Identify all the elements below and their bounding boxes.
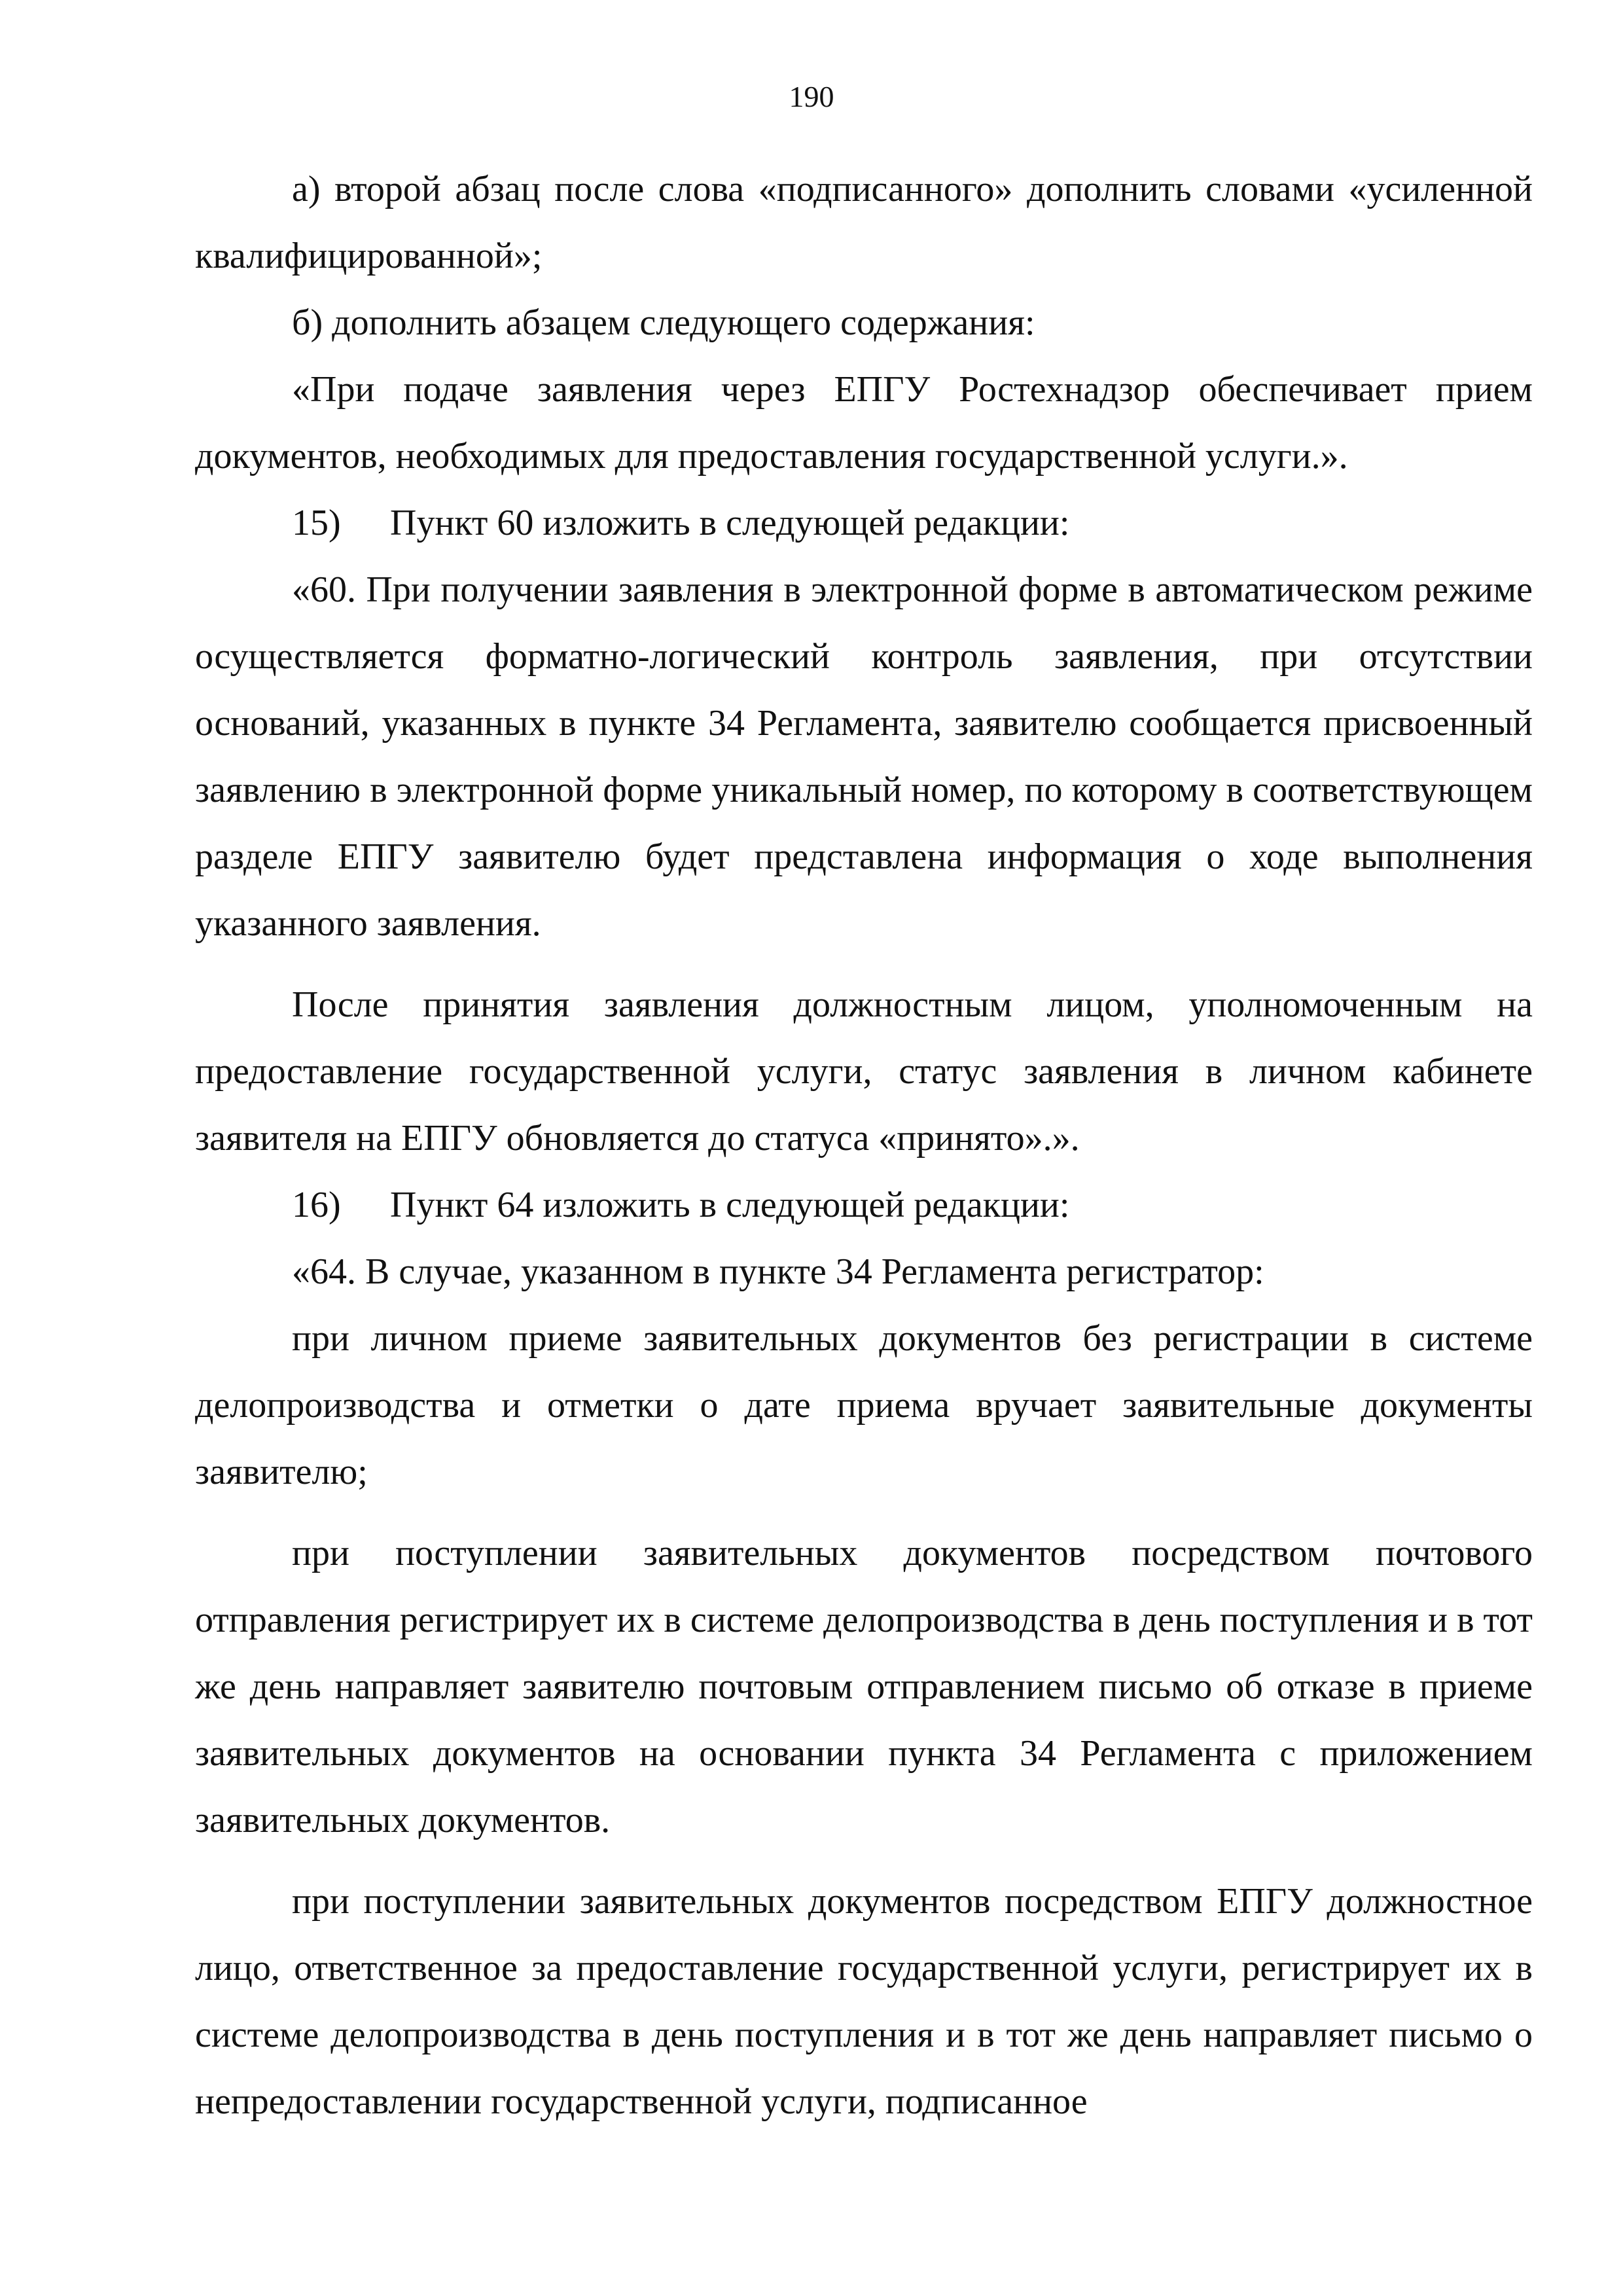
paragraph-postal-delivery: при поступлении заявительных документов посредством почтового отправления регистрирует их в системе делопроизводства в день поступления и в тот же день направляет заявителю почтовым отправлением письмо об отказе в приеме заявительных документов на основании пункта 34 Регламента с приложением заявительных документов. (195, 1533, 1533, 1840)
paragraph-epgu-delivery: при поступлении заявительных документов посредством ЕПГУ должностное лицо, ответственное за предоставление государственной услуги, регистрирует их в системе делопроизводства в день поступления и в тот же день направляет письмо о непредоставлении государственной услуги, подписанное (195, 1881, 1533, 2122)
item-text-16: Пункт 64 изложить в следующей редакции: (390, 1185, 1070, 1225)
paragraph-quoted-epgu-intake: «При подаче заявления через ЕПГУ Ростехнадзор обеспечивает прием документов, необходимых для предоставления государственной услуги.». (195, 369, 1533, 476)
item-text-15: Пункт 60 изложить в следующей редакции: (390, 503, 1070, 543)
paragraph-amendment-b: б) дополнить абзацем следующего содержания: (292, 302, 1035, 343)
paragraph-point-64: «64. В случае, указанном в пункте 34 Регламента регистратор: (292, 1251, 1264, 1292)
paragraph-point-60: «60. При получении заявления в электронной форме в автоматическом режиме осуществляется форматно-логический контроль заявления, при отсутствии оснований, указанных в пункте 34 Регламента, заявителю сообщается присвоенный заявлению в электронной форме уникальный номер, по которому в соответствующем разделе ЕПГУ заявителю будет представлена информация о ходе выполнения указанного заявления. (195, 569, 1533, 944)
numbered-item-15 (195, 490, 1533, 556)
numbered-item-16 (195, 1172, 1533, 1238)
item-number-16: 16) (292, 1185, 341, 1225)
paragraph-status-accepted: После принятия заявления должностным лицом, уполномоченным на предоставление государственной услуги, статус заявления в личном кабинете заявителя на ЕПГУ обновляется до статуса «принято».». (195, 984, 1533, 1158)
document-body (195, 156, 1533, 2135)
page-number: 190 (789, 80, 834, 113)
item-number-15: 15) (292, 503, 341, 543)
paragraph-amendment-a: а) второй абзац после слова «подписанного» дополнить словами «усиленной квалифицированной»; (195, 169, 1533, 276)
paragraph-personal-reception: при личном приеме заявительных документов без регистрации в системе делопроизводства и отметки о дате приема вручает заявительные документы заявителю; (195, 1318, 1533, 1492)
